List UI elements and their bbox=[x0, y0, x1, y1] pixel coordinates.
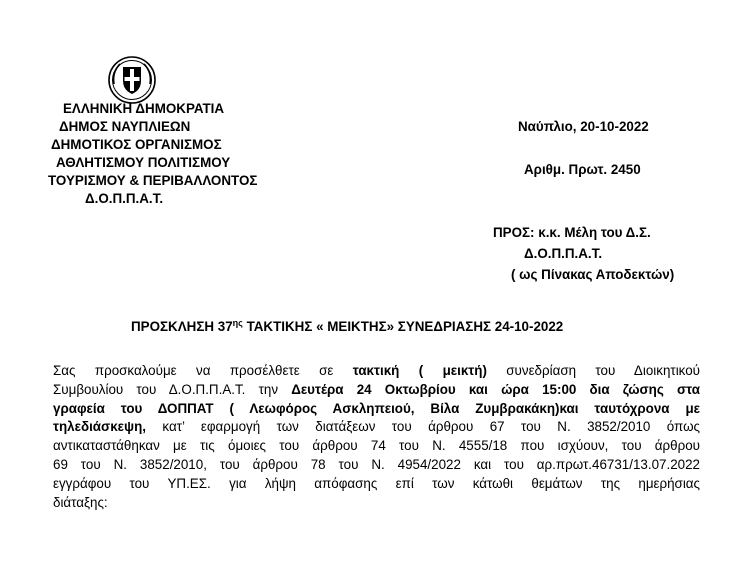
body-text: Συμβουλίου του Δ.Ο.Π.Π.Α.Τ. την bbox=[53, 381, 292, 397]
issuer-line-organisation: ΔΗΜΟΤΙΚΟΣ ΟΡΓΑΝΙΣΜΟΣ bbox=[51, 137, 222, 152]
title-superscript: ης bbox=[232, 318, 243, 328]
body-text-bold: Δευτέρα 24 Οκτωβρίου και ώρα 15:00 δια ζώσης στα bbox=[291, 381, 700, 397]
issuer-line-acronym: Δ.Ο.Π.Π.Α.Τ. bbox=[85, 191, 164, 206]
greek-coat-of-arms-icon bbox=[108, 56, 156, 104]
body-text-bold: γραφεία του ΔΟΠΠΑΤ ( Λεωφόρος Ασκληπειού, Βίλα Ζυμβρακάκη)και ταυτόχρονα με bbox=[53, 400, 700, 416]
issuer-line-municipality: ΔΗΜΟΣ ΝΑΥΠΛΙΕΩΝ bbox=[59, 119, 191, 134]
title-prefix: ΠΡΟΣΚΛΗΣΗ 37 bbox=[131, 319, 233, 334]
body-line bbox=[53, 400, 700, 419]
recipients-block bbox=[493, 222, 674, 285]
body-line: διάταξης: bbox=[53, 494, 108, 510]
document-date: Ναύπλιο, 20-10-2022 bbox=[518, 119, 649, 134]
issuer-block bbox=[46, 100, 257, 208]
issuer-line-sports-culture: ΑΘΛΗΤΙΣΜΟΥ ΠΟΛΙΤΙΣΜΟΥ bbox=[56, 155, 231, 170]
body-line bbox=[53, 362, 700, 381]
body-text: κατ’ εφαρμογή των διατάξεων του άρθρου 67 του Ν. 3852/2010 όπως bbox=[146, 419, 700, 435]
body-text: συνεδρίαση του Διοικητικού bbox=[486, 363, 700, 378]
body-line: εγγράφου του ΥΠ.ΕΣ. για λήψη απόφασης επί των κάτωθι θεμάτων της ημερήσιας bbox=[53, 475, 700, 491]
body-text: Σας προσκαλούμε να προσέλθετε σε bbox=[53, 363, 353, 378]
body-line: 69 του Ν. 3852/2010, του άρθρου 78 του Ν. 4954/2022 και του αρ.πρωτ.46731/13.07.2022 bbox=[53, 456, 700, 472]
issuer-line-republic: ΕΛΛΗΝΙΚΗ ΔΗΜΟΚΡΑΤΙΑ bbox=[63, 101, 225, 116]
body-line: αντικαταστάθηκαν με τις όμοιες του άρθρου 74 του Ν. 4555/18 που ισχύουν, του άρθρου bbox=[53, 438, 700, 454]
body-text-bold: τηλεδιάσκεψη, bbox=[53, 419, 147, 435]
protocol-number: Αριθμ. Πρωτ. 2450 bbox=[524, 162, 641, 177]
recipients-line-2: Δ.Ο.Π.Π.Α.Τ. bbox=[524, 246, 603, 261]
invitation-body bbox=[53, 362, 700, 512]
document-title bbox=[131, 318, 563, 334]
body-line bbox=[53, 418, 700, 437]
recipients-line-3: ( ως Πίνακας Αποδεκτών) bbox=[511, 267, 675, 282]
issuer-line-tourism-environment: ΤΟΥΡΙΣΜΟΥ & ΠΕΡΙΒΑΛΛΟΝΤΟΣ bbox=[48, 173, 258, 188]
recipients-line-1: ΠΡΟΣ: κ.κ. Μέλη του Δ.Σ. bbox=[493, 225, 651, 240]
body-text-bold: τακτική ( μεικτή) bbox=[352, 363, 487, 378]
body-line bbox=[53, 381, 700, 400]
title-rest: ΤΑΚΤΙΚΗΣ « ΜΕΙΚΤΗΣ» ΣΥΝΕΔΡΙΑΣΗΣ 24-10-2022 bbox=[242, 319, 564, 334]
